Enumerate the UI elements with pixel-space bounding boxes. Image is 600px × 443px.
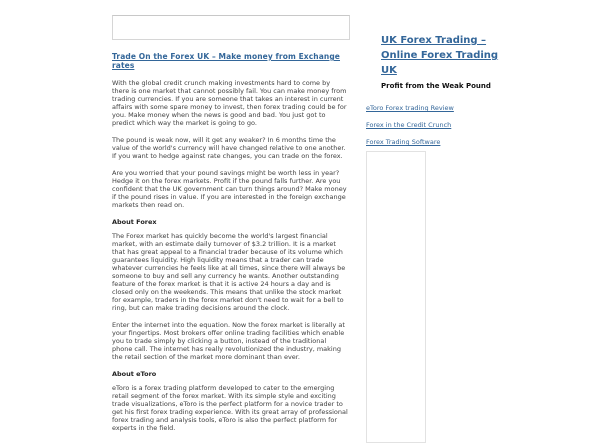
- sidebar-title-link[interactable]: [366, 33, 516, 78]
- sidebar-title-line: UK: [381, 65, 397, 76]
- sidebar-tagline: Profit from the Weak Pound: [381, 82, 491, 90]
- article-title-link[interactable]: Trade On the Forex UK – Make money from Exchange rates: [112, 52, 340, 70]
- sidebar-title-line: Online Forex Trading: [381, 50, 499, 61]
- sidebar-link-credit-crunch[interactable]: Forex in the Credit Crunch: [366, 121, 452, 129]
- sidebar-link-trading-software[interactable]: Forex Trading Software: [366, 138, 441, 146]
- article-column: [112, 15, 348, 441]
- article-paragraph: eToro is a forex trading platform developed to cater to the emerging retail segment of the forex market. With its simple style and exciting trade visualizations, eToro is the perfect platform for a novice trader to get his first forex trading experience. With its great array of professional forex trading and analysis tools, eToro is also the perfect platform for experts in the field.: [112, 384, 348, 432]
- article-paragraph: Are you worried that your pound savings might be worth less in year? Hedge it on the forex markets. Profit if the pound falls further. Are you confident that the UK government can turn things around? Make money if the pound rises in value. If you are interested in the foreign exchange markets then read on.: [112, 169, 347, 209]
- article-paragraph: With the global credit crunch making investments hard to come by there is one market that cannot possibly fail. You can make money from trading currencies. If you are someone that takes an interest in current affairs with some spare money to invest, then forex trading could be for you. Make money when the news is good and bad. You just got to predict which way the market is going to go.: [112, 79, 347, 127]
- sidebar-ad-placeholder: [366, 151, 426, 443]
- sidebar-links: [366, 104, 516, 146]
- section-heading-about-forex: About Forex: [112, 218, 157, 226]
- article-paragraph: Enter the internet into the equation. Now the forex market is literally at your fingertips. Most brokers offer online trading facilities which enable you to trade simply by clicking a button, instead of the traditional phone call. The internet has really revolutionized the industry, making the retail section of the market more dominant than ever.: [112, 321, 345, 361]
- article-paragraph: The Forex market has quickly become the world's largest financial market, with an estimate daily turnover of $3.2 trillion. It is a market that has great appeal to a financial trader because of its volume which guarantees liquidity. High liquidity means that a trader can trade whatever currencies he feels like at all times, since there will always be someone to buy and sell any currency he wants. Another outstanding feature of the forex market is that it is active 24 hours a day and is closed only on the weekends. This means that unlike the stock market for example, traders in the forex market don't need to wait for a bell to ring, but can make trading decisions around the clock.: [112, 232, 346, 312]
- section-heading-about-etoro: About eToro: [112, 370, 157, 378]
- sidebar-title-line: UK Forex Trading –: [381, 35, 487, 46]
- article-paragraph: The pound is weak now, will it get any weaker? In 6 months time the value of the world's currency will have changed relative to one another. If you want to hedge against rate changes, you can trade on the forex.: [112, 136, 346, 160]
- sidebar: [366, 33, 516, 155]
- top-text-input[interactable]: [112, 15, 350, 40]
- sidebar-link-etoro-review[interactable]: eToro Forex trading Review: [366, 104, 454, 112]
